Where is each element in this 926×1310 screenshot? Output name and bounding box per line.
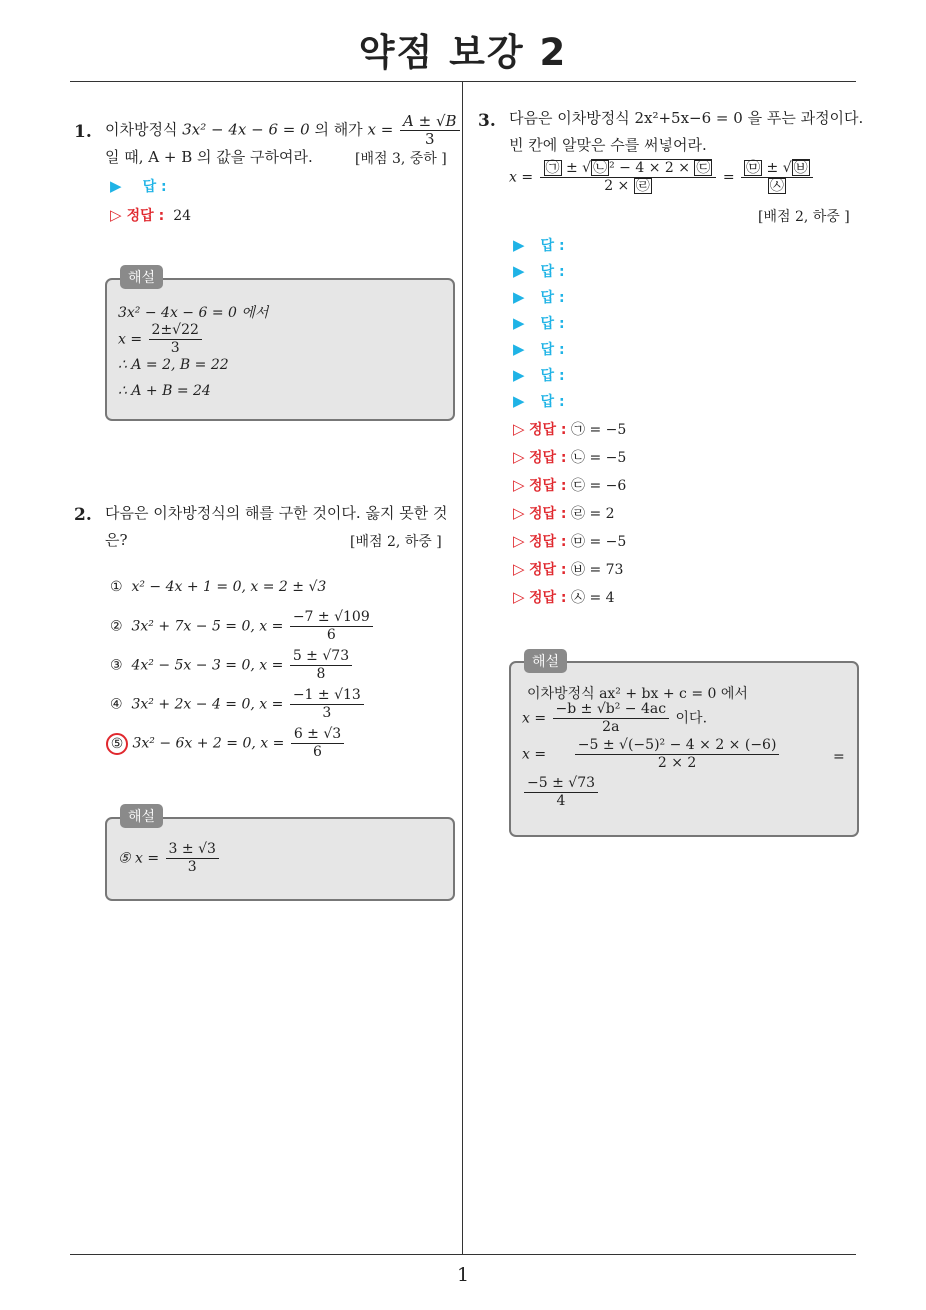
q3-correct-row-1: ▷ 정답 : ㉠ = −5 — [513, 420, 627, 438]
play-icon: ▶ — [513, 314, 525, 332]
play-icon: ▶ — [513, 366, 525, 384]
bottom-divider — [70, 1254, 856, 1255]
q2-sol-line: ⑤ x = $\frac{3 \pm √3}{3}$ — [118, 841, 221, 876]
q3-correct-row-2: ▷ 정답 : ㉡ = −5 — [513, 448, 627, 466]
q1-sol-line1: 3x² − 4x − 6 = 0 에서 — [118, 305, 269, 321]
q3-answer-row-1[interactable]: ▶ 답 : — [513, 236, 565, 254]
play-icon: ▶ — [513, 262, 525, 280]
q1-solution-box — [105, 278, 455, 421]
q3-answer-row-5[interactable]: ▶ 답 : — [513, 340, 565, 358]
top-divider — [70, 81, 856, 82]
q3-correct-row-3: ▷ 정답 : ㉢ = −6 — [513, 476, 627, 494]
q3-answer-row-3[interactable]: ▶ 답 : — [513, 288, 565, 306]
q2-option-2[interactable]: ② 3x² + 7x − 5 = 0, x = $\frac{-7 \pm √109}{6}$ — [110, 609, 375, 644]
q1-sol-line3: ∴ A = 2, B = 22 — [118, 357, 229, 373]
q1-score: [배점 3, 중하 ] — [355, 151, 447, 167]
triangle-outline-icon: ▷ — [513, 560, 525, 578]
q1-correct-label: 정답 : — [126, 208, 165, 224]
play-icon: ▶ — [513, 288, 525, 306]
page-title: 약점 보강 2 — [358, 31, 568, 74]
triangle-outline-icon: ▷ — [513, 504, 525, 522]
q3-number: 3. — [478, 111, 496, 131]
q3-line2: 빈 칸에 알맞은 수를 써넣어라. — [509, 136, 707, 154]
play-icon: ▶ — [513, 340, 525, 358]
q1-answer-label: 답 : — [142, 179, 167, 195]
q2-line2: 은? — [105, 531, 128, 549]
triangle-outline-icon: ▷ — [110, 206, 122, 224]
q1-line1-pre: 이차방정식 — [105, 120, 178, 139]
q2-option-5[interactable]: ⑤ 3x² − 6x + 2 = 0, x = $\frac{6 \pm √3}{6}$ — [110, 726, 346, 761]
q3-score: [배점 2, 하중 ] — [758, 209, 850, 225]
q3-solution-tag: 해설 — [524, 649, 567, 673]
q3-answer-row-2[interactable]: ▶ 답 : — [513, 262, 565, 280]
q1-number: 1. — [74, 122, 92, 142]
selected-answer-circle: ⑤ — [106, 733, 128, 755]
q1-answer-row[interactable] — [110, 176, 167, 196]
q2-solution-tag: 해설 — [120, 804, 163, 828]
q1-sol-line4: ∴ A + B = 24 — [118, 383, 211, 399]
q3-sol-line3-equals: = — [833, 749, 845, 765]
q3-correct-row-7: ▷ 정답 : ㉦ = 4 — [513, 588, 615, 606]
q3-sol-line2: x = $\frac{\text{−b ± √b² − 4ac}}{2a}$ 이다. — [522, 701, 708, 735]
q3-sol-line1: 이차방정식 ax² + bx + c = 0 에서 — [527, 686, 748, 702]
column-divider — [462, 82, 463, 1255]
q3-correct-row-5: ▷ 정답 : ㉤ = −5 — [513, 532, 627, 550]
q1-line2: 일 때, A + B 의 값을 구하여라. — [105, 148, 313, 166]
q2-number: 2. — [74, 505, 92, 525]
q3-answer-row-7[interactable]: ▶ 답 : — [513, 392, 565, 410]
q3-answer-row-4[interactable]: ▶ 답 : — [513, 314, 565, 332]
triangle-outline-icon: ▷ — [513, 532, 525, 550]
triangle-outline-icon: ▷ — [513, 588, 525, 606]
q1-line1-mid: 의 해가 — [314, 120, 363, 139]
q1-fraction: $\frac{A \pm √B}{3}$ — [400, 113, 460, 148]
q1-correct-value: 24 — [173, 208, 192, 224]
q1-equation: 3x² − 4x − 6 = 0 — [182, 120, 310, 139]
q3-sol-line4: $\frac{-5 \pm √73}{4}$ — [522, 775, 600, 810]
q3-line1: 다음은 이차방정식 2x²+5x−6 = 0 을 푸는 과정이다. — [509, 109, 864, 127]
q3-sol-line3: x = $\frac{\text{−5 ± √(−5)² − 4 × 2 × (−6)}}{2 \times 2}$ — [522, 737, 781, 772]
q1-x: x = — [367, 120, 394, 139]
play-icon: ▶ — [513, 392, 525, 410]
q3-correct-row-4: ▷ 정답 : ㉣ = 2 — [513, 504, 615, 522]
triangle-outline-icon: ▷ — [513, 476, 525, 494]
q2-score: [배점 2, 하중 ] — [350, 534, 442, 550]
q3-process-formula: x = $\frac{\text{㉠ ± √ ㉡ ² − 4 × 2 × ㉢}}{2 \times ㉣}$ = $\frac{㉤ \pm √ ㉥}{㉦}$ — [509, 160, 815, 195]
q1-correct-row — [110, 205, 191, 225]
q1-solution-tag: 해설 — [120, 265, 163, 289]
page-number: 1 — [456, 1264, 470, 1286]
q2-option-3[interactable]: ③ 4x² − 5x − 3 = 0, x = $\frac{5 \pm √73}{8}$ — [110, 648, 354, 683]
q2-option-4[interactable]: ④ 3x² + 2x − 4 = 0, x = $\frac{-1 \pm √13}{3}$ — [110, 687, 366, 722]
play-icon: ▶ — [513, 236, 525, 254]
q2-line1: 다음은 이차방정식의 해를 구한 것이다. 옳지 못한 것 — [105, 504, 448, 522]
q2-option-1[interactable]: ① x² − 4x + 1 = 0, x = 2 ± √3 — [110, 579, 327, 595]
triangle-outline-icon: ▷ — [513, 420, 525, 438]
q1-sol-line2: x = $\frac{2\pm√22}{3}$ — [118, 322, 204, 357]
q3-correct-row-6: ▷ 정답 : ㉥ = 73 — [513, 560, 624, 578]
q3-solution-box — [509, 661, 859, 837]
play-icon: ▶ — [110, 177, 122, 195]
q3-answer-row-6[interactable]: ▶ 답 : — [513, 366, 565, 384]
q2-solution-box — [105, 817, 455, 901]
triangle-outline-icon: ▷ — [513, 448, 525, 466]
